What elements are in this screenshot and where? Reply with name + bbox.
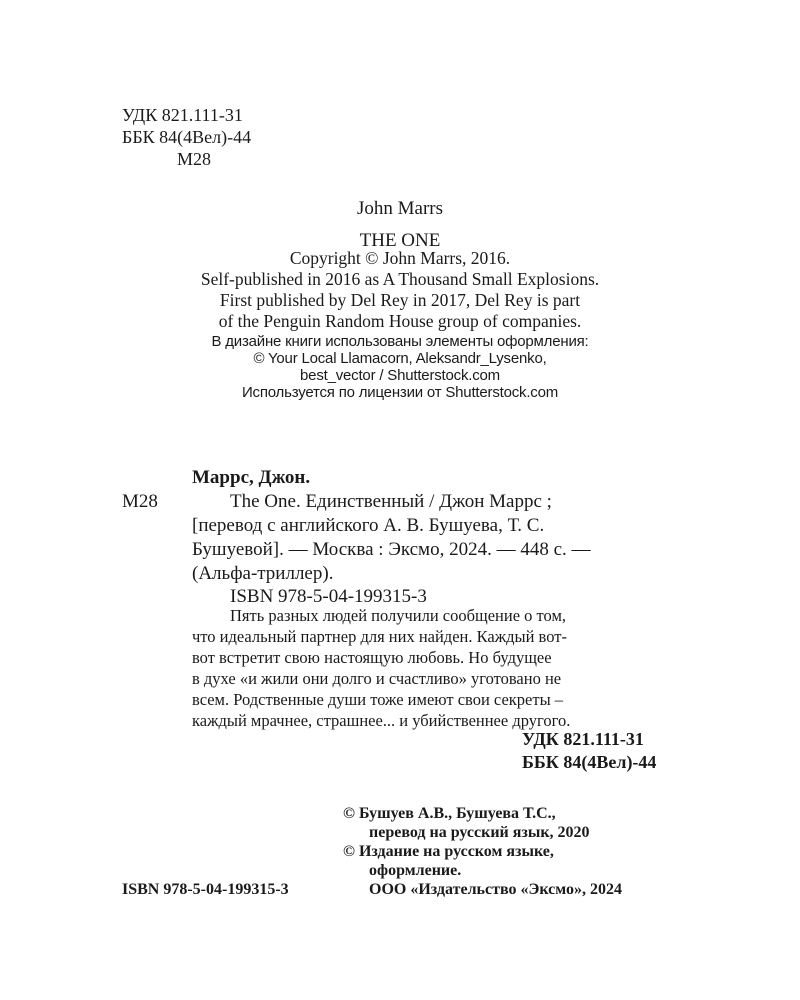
translation-copyright-note: перевод на русский язык, 2020	[369, 824, 590, 841]
entry-heading: Маррс, Джон.	[192, 467, 311, 488]
design-credit-line: © Your Local Llamacorn, Aleksandr_Lysenko,	[253, 350, 547, 367]
original-title: THE ONE	[359, 230, 441, 251]
publisher-copyright: ООО «Издательство «Эксмо», 2024	[369, 881, 622, 898]
entry-isbn: ISBN 978-5-04-199315-3	[230, 586, 427, 607]
copyright-line: Self-published in 2016 as A Thousand Small Explosions.	[200, 269, 600, 289]
entry-line: (Альфа-триллер).	[192, 563, 334, 584]
udk-code: УДК 821.111-31	[122, 105, 243, 125]
author-mark: М28	[177, 149, 212, 169]
design-credit-line: best_vector / Shutterstock.com	[300, 367, 500, 384]
edition-copyright: © Издание на русском языке,	[343, 843, 554, 860]
copyright-line: Copyright © John Marrs, 2016.	[289, 248, 511, 268]
translation-copyright: © Бушуев А.В., Бушуева Т.С.,	[343, 805, 556, 822]
annotation-line: в духе «и жили они долго и счастливо» уготовано не	[192, 669, 562, 688]
annotation-line: Пять разных людей получили сообщение о том,	[230, 606, 567, 625]
entry-mark: М28	[122, 491, 158, 512]
bottom-isbn: ISBN 978-5-04-199315-3	[122, 881, 289, 898]
original-copyright-block	[0, 248, 800, 332]
design-credit-line: Используется по лицензии от Shutterstock.com	[241, 384, 559, 401]
entry-line: [перевод с английского А. В. Бушуева, Т. С.	[192, 515, 545, 536]
annotation-line: каждый мрачнее, страшнее... и убийственнее другого.	[192, 711, 571, 730]
annotation-line: что идеальный партнер для них найден. Каждый вот-	[192, 627, 567, 646]
edition-copyright-note: оформление.	[369, 862, 462, 879]
design-credit-line: В дизайне книги использованы элементы оформления:	[211, 333, 589, 350]
entry-line: Бушуевой]. — Москва : Эксмо, 2024. — 448 с. —	[192, 539, 591, 560]
annotation-line: вот встретит свою настоящую любовь. Но будущее	[192, 648, 552, 667]
bbk-code: ББК 84(4Вел)-44	[122, 127, 252, 147]
bottom-bbk-code: ББК 84(4Вел)-44	[522, 752, 657, 772]
copyright-line: First published by Del Rey in 2017, Del Rey is part	[219, 290, 581, 310]
entry-line: The One. Единственный / Джон Маррс ;	[230, 491, 552, 512]
annotation-line: всем. Родственные души тоже имеют свои секреты –	[192, 690, 564, 709]
design-credits	[0, 333, 800, 401]
original-author: John Marrs	[356, 198, 444, 219]
copyright-line: of the Penguin Random House group of companies.	[218, 311, 582, 331]
bottom-udk-code: УДК 821.111-31	[522, 729, 644, 749]
